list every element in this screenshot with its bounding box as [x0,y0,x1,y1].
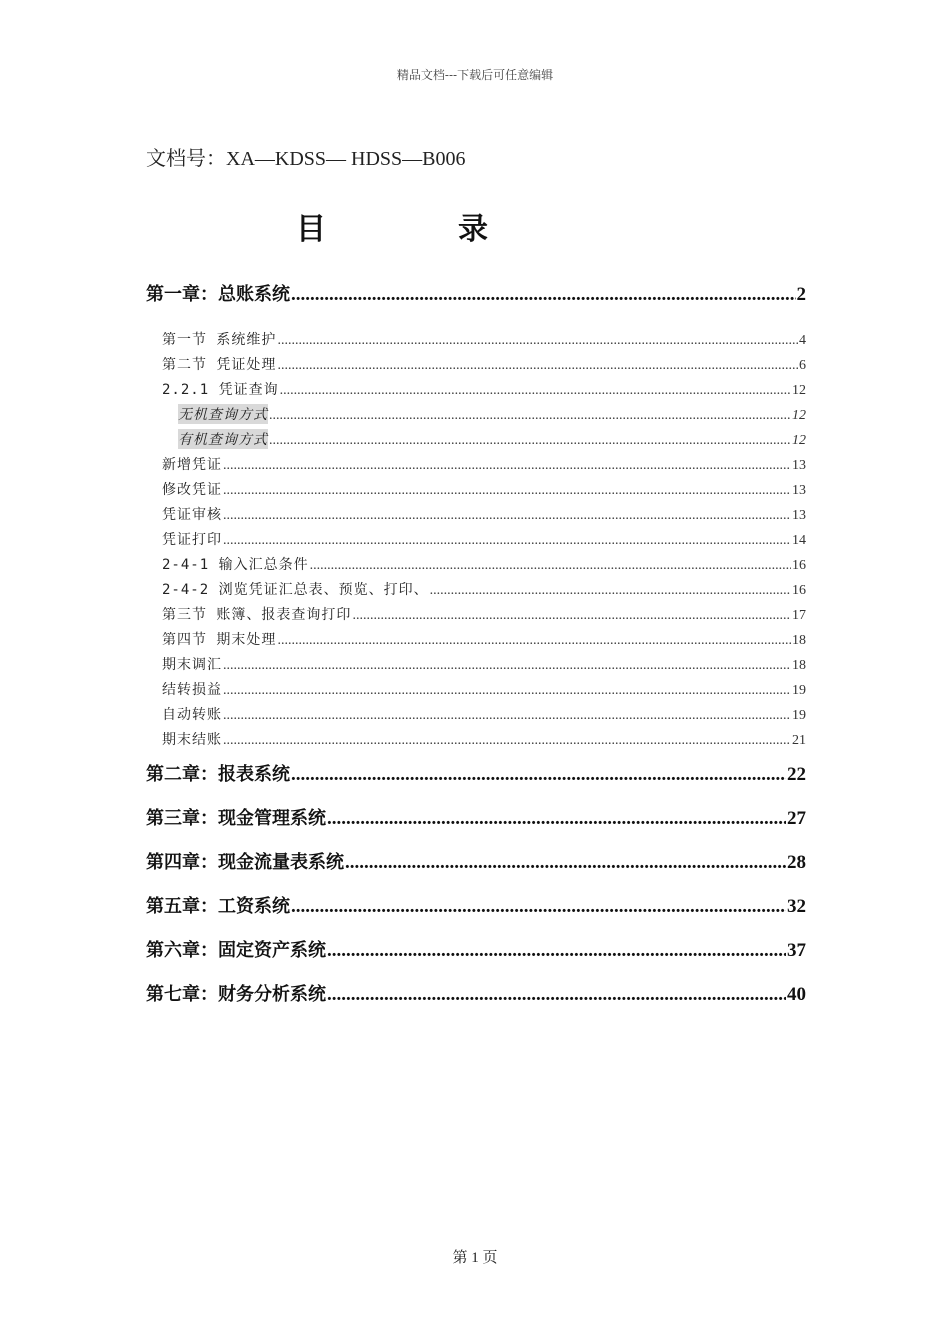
toc-entry-label: 新增凭证 [162,457,222,473]
toc-entry[interactable] [162,604,806,624]
document-number: 文档号：XA—KDSS— HDSS—B006 [146,148,466,170]
dot-leader [223,733,791,749]
toc-entry-page: 16 [792,583,806,598]
toc-entry[interactable] [162,379,806,399]
toc-entry-page: 13 [792,483,806,498]
toc-entry[interactable] [162,729,806,749]
title-char-2: 录 [458,212,488,247]
toc-entry-chapter-5[interactable] [146,892,806,918]
toc-entry-label: 第三章：现金管理系统 [146,808,326,829]
toc-entry-label: 2-4-1 输入汇总条件 [162,557,309,573]
page-header: 精品文档---下载后可任意编辑 [396,68,554,82]
dot-leader [277,633,791,649]
page-footer: 第 1 页 [452,1250,498,1266]
toc-entry-label: 无机查询方式 [178,404,268,424]
toc-entry[interactable] [162,329,806,349]
page-title [296,204,488,248]
dot-leader [291,284,796,306]
dot-leader [223,483,791,499]
toc-entry-label: 凭证审核 [162,507,222,523]
toc-entry-page: 19 [792,708,806,723]
dot-leader [277,358,798,374]
toc-entry-page: 4 [799,333,806,348]
toc-entry-chapter-2[interactable] [146,760,806,786]
toc-entry-label: 有机查询方式 [178,429,268,449]
toc-entry-page: 37 [787,940,806,961]
toc-entry-page: 12 [792,383,806,398]
dot-leader [277,333,798,349]
toc-entry-page: 18 [792,658,806,673]
dot-leader [327,940,786,962]
toc-entry-page: 22 [787,764,806,785]
toc-entry-label: 期末结账 [162,732,222,748]
dot-leader [269,433,791,449]
toc-entry-chapter-4[interactable] [146,848,806,874]
toc-entry-page: 16 [792,558,806,573]
toc-entry[interactable] [178,429,806,449]
toc-entry[interactable] [162,654,806,674]
dot-leader [223,533,791,549]
toc-entry-page: 18 [792,633,806,648]
toc-entry-label: 第一节 系统维护 [162,332,277,348]
toc-entry-page: 28 [787,852,806,873]
dot-leader [280,383,791,399]
toc-entry-page: 2 [796,284,806,305]
toc-entry[interactable] [162,479,806,499]
dot-leader [310,558,791,574]
toc-entry[interactable] [162,679,806,699]
dot-leader [223,658,791,674]
toc-entry-page: 19 [792,683,806,698]
toc-entry-label: 结转损益 [162,682,222,698]
toc-entry-page: 13 [792,458,806,473]
dot-leader [345,852,786,874]
toc-entry-label: 期末调汇 [162,657,222,673]
toc-entry-label: 修改凭证 [162,482,222,498]
toc-entry-page: 17 [792,608,806,623]
toc-entry-chapter-6[interactable] [146,936,806,962]
toc-entry-page: 6 [799,358,806,373]
dot-leader [223,508,791,524]
dot-leader [291,764,786,786]
dot-leader [223,458,791,474]
toc-entry-page: 27 [787,808,806,829]
toc-entry-label: 第五章：工资系统 [146,896,290,917]
toc-entry[interactable] [162,529,806,549]
dot-leader [223,708,791,724]
toc-entry-page: 40 [787,984,806,1005]
toc-entry[interactable] [162,554,806,574]
toc-entry-page: 13 [792,508,806,523]
toc-entry-chapter-7[interactable] [146,980,806,1006]
toc-entry-label: 第三节 账簿、报表查询打印 [162,607,352,623]
toc-entry[interactable] [162,629,806,649]
toc-entry-chapter-1[interactable] [146,280,806,306]
toc-entry-label: 第一章：总账系统 [146,284,290,305]
toc-entry[interactable] [162,579,806,599]
toc-entry-label: 第七章：财务分析系统 [146,984,326,1005]
dot-leader [291,896,786,918]
toc-entry-label: 第六章：固定资产系统 [146,940,326,961]
toc-entry-chapter-3[interactable] [146,804,806,830]
toc-entry-page: 21 [792,733,806,748]
dot-leader [327,984,786,1006]
dot-leader [269,408,791,424]
toc-entry-label: 第二节 凭证处理 [162,357,277,373]
dot-leader [223,683,791,699]
toc-entry-page: 32 [787,896,806,917]
toc-entry-label: 2.2.1 凭证查询 [162,382,279,398]
toc-entry-label: 第二章：报表系统 [146,764,290,785]
toc-entry-label: 2-4-2 浏览凭证汇总表、预览、打印、 [162,582,429,598]
dot-leader [352,608,791,624]
dot-leader [327,808,786,830]
title-char-1: 目 [296,212,326,247]
toc-entry[interactable] [162,704,806,724]
toc-entry[interactable] [178,404,806,424]
toc-entry[interactable] [162,454,806,474]
dot-leader [430,583,791,599]
toc-entry-label: 自动转账 [162,707,222,723]
toc-entry-page: 12 [792,433,806,448]
toc-entry[interactable] [162,354,806,374]
toc-entry[interactable] [162,504,806,524]
toc-entry-label: 凭证打印 [162,532,222,548]
toc-entry-label: 第四章：现金流量表系统 [146,852,344,873]
toc-entry-label: 第四节 期末处理 [162,632,277,648]
toc-entry-page: 14 [792,533,806,548]
toc-entry-page: 12 [792,408,806,423]
